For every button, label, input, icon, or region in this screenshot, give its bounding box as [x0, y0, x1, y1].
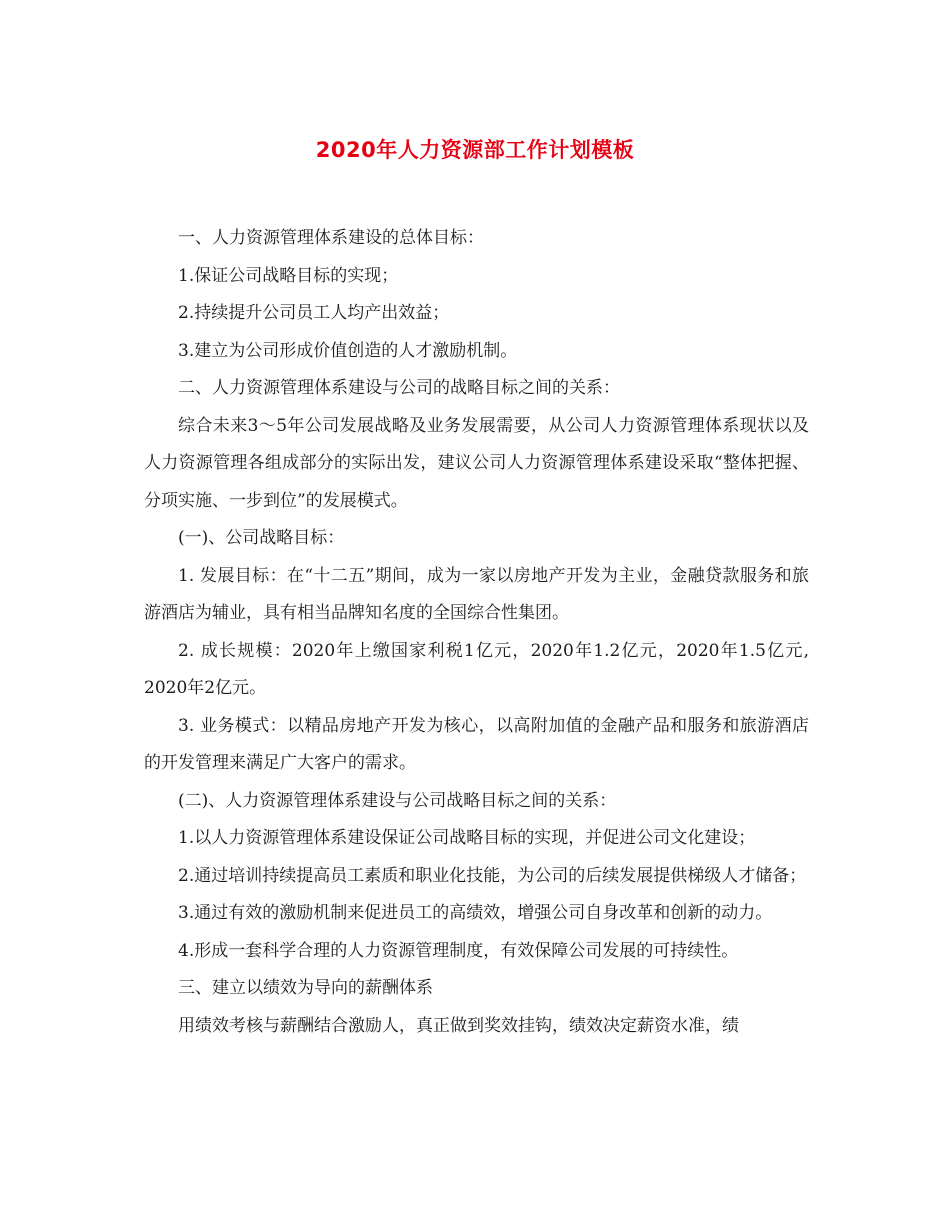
- paragraph: 2.持续提升公司员工人均产出效益；: [178, 303, 450, 323]
- paragraph: 用绩效考核与薪酬结合激励人，真正做到奖效挂钩，绩效决定薪资水准，绩: [178, 1015, 739, 1036]
- paragraph: (二)、人力资源管理体系建设与公司战略目标之间的关系：: [178, 790, 617, 811]
- paragraph: 3.建立为公司形成价值创造的人才激励机制。: [178, 340, 518, 361]
- paragraph: 1.保证公司战略目标的实现；: [178, 265, 399, 286]
- paragraph: 3. 业务模式：以精品房地产开发为核心，以高附加值的金融产品和服务和旅游酒店的开发管理来满足广大客户的需求。: [144, 715, 809, 773]
- paragraph: 2.通过培训持续提高员工素质和职业化技能，为公司的后续发展提供梯级人才储备；: [178, 865, 807, 886]
- paragraph: 3.通过有效的激励机制来促进员工的高绩效，增强公司自身改革和创新的动力。: [178, 903, 773, 923]
- paragraph: 三、建立以绩效为导向的薪酬体系: [178, 978, 433, 998]
- paragraph: (一)、公司战略目标：: [178, 528, 345, 548]
- paragraph: 2. 成长规模：2020年上缴国家利税1亿元，2020年1.2亿元，2020年1.5亿元, 2020年2亿元。: [144, 640, 809, 698]
- paragraph: 1.以人力资源管理体系建设保证公司战略目标的实现，并促进公司文化建设；: [178, 828, 756, 848]
- paragraph: 二、人力资源管理体系建设与公司的战略目标之间的关系：: [178, 378, 620, 398]
- paragraph: 综合未来3～5年公司发展战略及业务发展需要，从公司人力资源管理体系现状以及人力资源管理各组成部分的实际出发，建议公司人力资源管理体系建设采取“整体把握、分项实施、一步到位”的发展模式。: [144, 415, 809, 511]
- paragraph: 一、人力资源管理体系建设的总体目标：: [178, 228, 484, 248]
- paragraph: 1. 发展目标：在“十二五”期间，成为一家以房地产开发为主业，金融贷款服务和旅游酒店为辅业，具有相当品牌知名度的全国综合性集团。: [144, 565, 809, 623]
- paragraph: 4.形成一套科学合理的人力资源管理制度，有效保障公司发展的可持续性。: [178, 940, 739, 961]
- document-body: [144, 220, 809, 1045]
- document-title: 2020年人力资源部工作计划模板: [315, 138, 635, 162]
